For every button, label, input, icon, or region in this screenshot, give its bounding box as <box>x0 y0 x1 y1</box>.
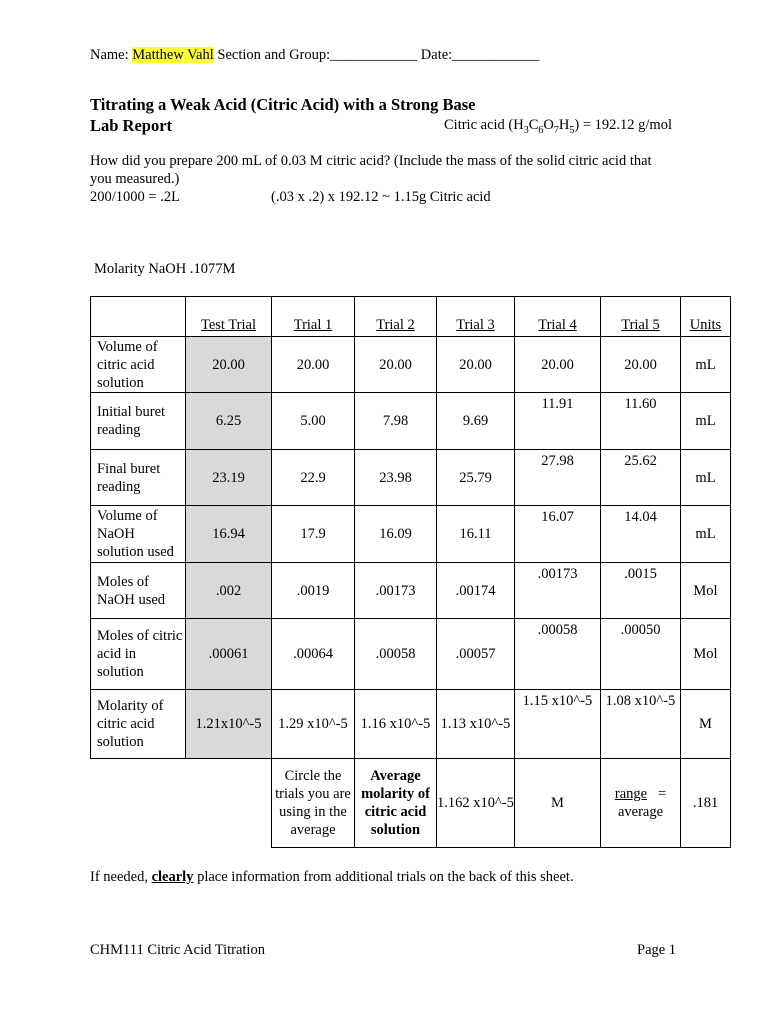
report-subtitle: Lab Report <box>90 116 173 135</box>
table-cell: 20.00 <box>437 337 515 393</box>
header-trial-1: Trial 1 <box>272 297 355 337</box>
table-cell: 20.00 <box>515 337 601 393</box>
header-trial-4: Trial 4 <box>515 297 601 337</box>
row-label: Molarity of citric acid solution <box>91 690 186 759</box>
table-row <box>91 563 731 619</box>
table-cell: 11.60 <box>601 393 681 450</box>
circle-trials-instruction: Circle the trials you are using in the average <box>272 759 355 848</box>
table-cell: 6.25 <box>186 393 272 450</box>
table-cell: 25.79 <box>437 450 515 506</box>
header-trial-2: Trial 2 <box>355 297 437 337</box>
date-field: Date:____________ <box>420 47 540 63</box>
table-cell: 7.98 <box>355 393 437 450</box>
table-cell: 1.29 x10^-5 <box>272 690 355 759</box>
table-cell: 1.08 x10^-5 <box>601 690 681 759</box>
table-cell: 23.19 <box>186 450 272 506</box>
table-cell: .00057 <box>437 619 515 690</box>
section-group-field: Section and Group:____________ <box>217 47 418 63</box>
prep-answer-mass: (.03 x .2) x 192.12 ~ 1.15g Citric acid <box>271 189 491 205</box>
table-cell: 23.98 <box>355 450 437 506</box>
table-cell: .0015 <box>601 563 681 619</box>
table-cell: .00174 <box>437 563 515 619</box>
prep-question-line2: you measured.) <box>90 171 180 187</box>
table-cell: 11.91 <box>515 393 601 450</box>
table-cell: 9.69 <box>437 393 515 450</box>
row-label: Final buret reading <box>91 450 186 506</box>
unit-cell: M <box>681 690 731 759</box>
range-denominator: average <box>617 804 664 820</box>
unit-cell: Mol <box>681 563 731 619</box>
table-cell: 1.16 x10^-5 <box>355 690 437 759</box>
unit-cell: mL <box>681 393 731 450</box>
row-label: Volume of citric acid solution <box>91 337 186 393</box>
citric-acid-formula: Citric acid $(H_3C_6O_7H_5) = 192.12$ g/mol <box>444 117 672 136</box>
table-cell: 17.9 <box>272 506 355 563</box>
table-row <box>91 337 731 393</box>
name-label: Name: <box>90 47 129 63</box>
table-cell: 20.00 <box>186 337 272 393</box>
table-cell: 1.13 x10^-5 <box>437 690 515 759</box>
table-cell: 20.00 <box>601 337 681 393</box>
clearly-emphasis: clearly <box>151 869 194 885</box>
table-cell: 27.98 <box>515 450 601 506</box>
header-blank-cell <box>91 297 186 337</box>
prep-answer-volume: 200/1000 = .2L <box>90 189 180 205</box>
table-row <box>91 619 731 690</box>
row-label: Initial buret reading <box>91 393 186 450</box>
table-cell: .0019 <box>272 563 355 619</box>
prep-question-line1: How did you prepare 200 mL of 0.03 M citric acid? (Include the mass of the solid citric acid that <box>90 153 652 169</box>
table-cell: 25.62 <box>601 450 681 506</box>
header-units: Units <box>681 297 731 337</box>
table-cell: .00173 <box>355 563 437 619</box>
header-trial-3: Trial 3 <box>437 297 515 337</box>
page-number: Page 1 <box>637 942 677 958</box>
unit-cell: mL <box>681 337 731 393</box>
average-molarity-value: 1.162 x10^-5 <box>437 759 515 848</box>
table-cell: 1.21x10^-5 <box>186 690 272 759</box>
table-cell: 20.00 <box>355 337 437 393</box>
table-row <box>91 450 731 506</box>
table-cell: 16.09 <box>355 506 437 563</box>
average-molarity-label: Average molarity of citric acid solution <box>355 759 437 848</box>
report-title: Titrating a Weak Acid (Citric Acid) with a Strong Base <box>90 95 476 114</box>
table-cell: 1.15 x10^-5 <box>515 690 601 759</box>
table-cell: 16.07 <box>515 506 601 563</box>
table-cell: .00050 <box>601 619 681 690</box>
table-cell: 22.9 <box>272 450 355 506</box>
student-header <box>90 47 539 64</box>
table-cell: 20.00 <box>272 337 355 393</box>
range-over-average: range = average <box>601 759 681 848</box>
table-cell: .00173 <box>515 563 601 619</box>
table-cell: .00061 <box>186 619 272 690</box>
table-cell: 5.00 <box>272 393 355 450</box>
unit-cell: mL <box>681 450 731 506</box>
table-cell: .002 <box>186 563 272 619</box>
table-cell: .00058 <box>355 619 437 690</box>
table-header-row <box>91 297 731 337</box>
table-row <box>91 506 731 563</box>
range-word: range <box>614 786 648 802</box>
table-cell: .00058 <box>515 619 601 690</box>
table-cell: 16.11 <box>437 506 515 563</box>
titration-data-table <box>90 296 731 848</box>
course-footer: CHM111 Citric Acid Titration <box>90 942 265 958</box>
unit-cell: Mol <box>681 619 731 690</box>
row-label: Moles of citric acid in solution <box>91 619 186 690</box>
table-row <box>91 393 731 450</box>
student-name: Matthew Vahl <box>132 47 214 63</box>
unit-cell: mL <box>681 506 731 563</box>
table-cell: .00064 <box>272 619 355 690</box>
summary-blank-cell <box>186 759 272 848</box>
summary-blank-cell <box>91 759 186 848</box>
table-row <box>91 690 731 759</box>
additional-trials-note: If needed, clearly place information from additional trials on the back of this sheet. <box>90 869 574 885</box>
row-label: Moles of NaOH used <box>91 563 186 619</box>
header-trial-5: Trial 5 <box>601 297 681 337</box>
summary-row <box>91 759 731 848</box>
table-cell: 16.94 <box>186 506 272 563</box>
naoh-molarity: Molarity NaOH .1077M <box>94 261 236 277</box>
range-value: .181 <box>681 759 731 848</box>
average-molarity-unit: M <box>515 759 601 848</box>
header-test-trial: Test Trial <box>186 297 272 337</box>
table-cell: 14.04 <box>601 506 681 563</box>
row-label: Volume of NaOH solution used <box>91 506 186 563</box>
